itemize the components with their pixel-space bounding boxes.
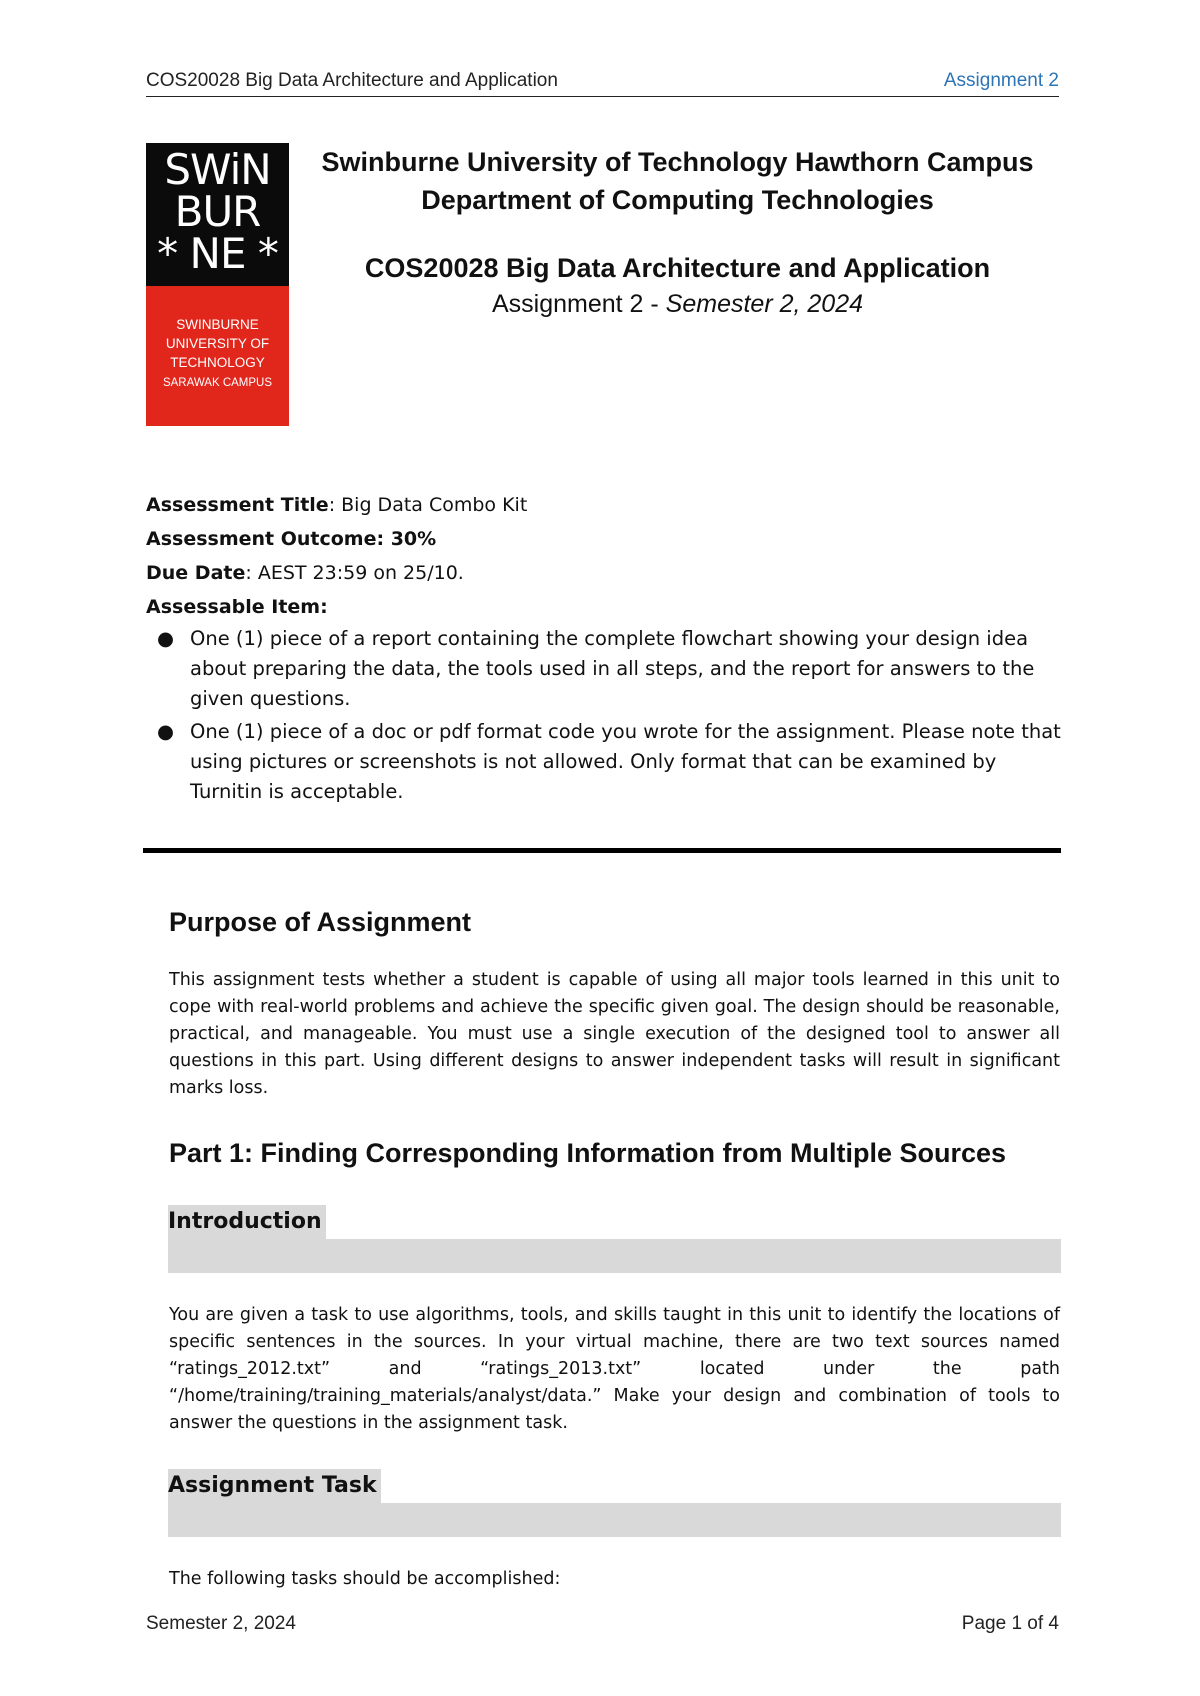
- unit-title: COS20028 Big Data Architecture and Application: [364, 253, 991, 283]
- university-name: Swinburne University of Technology Hawthorn Campus: [321, 147, 1034, 177]
- assessment-meta: [146, 488, 1066, 624]
- assessable-item-row: [146, 590, 1066, 624]
- logo-line-3: * NE *: [157, 229, 278, 278]
- logo-sub-1: SWINBURNE: [176, 317, 259, 332]
- logo-line-1: SWiN: [164, 145, 271, 194]
- logo-bottom-block: [146, 286, 289, 426]
- list-item-text: One (1) piece of a doc or pdf format code you wrote for the assignment. Please note that using pictures or screenshots is not allowed. Only format that can be examined by Turnitin is acceptable.: [190, 720, 1061, 803]
- assessment-title-label: Assessment Title: [146, 494, 329, 516]
- introduction-shading: [168, 1239, 1061, 1273]
- assignment-prefix: Assignment 2 -: [491, 290, 666, 318]
- semester-label: Semester 2, 2024: [665, 290, 864, 318]
- assessment-title-value: : Big Data Combo Kit: [328, 494, 528, 516]
- introduction-label: Introduction: [168, 1205, 326, 1239]
- due-date-label: Due Date: [146, 562, 246, 584]
- title-block: [295, 143, 1060, 321]
- part1-heading: Part 1: Finding Corresponding Information from Multiple Sources: [169, 1138, 1007, 1168]
- logo-sub-2: UNIVERSITY OF: [165, 336, 270, 351]
- footer-page-number: Page 1 of 4: [961, 1613, 1059, 1634]
- logo-sub-4: SARAWAK CAMPUS: [162, 377, 273, 389]
- assessment-outcome-row: [146, 522, 1066, 556]
- due-date-row: [146, 556, 1066, 590]
- department-name: Department of Computing Technologies: [421, 185, 934, 215]
- university-logo: [146, 143, 289, 426]
- list-item: [146, 717, 1066, 807]
- list-item-text: One (1) piece of a report containing the complete flowchart showing your design idea about preparing the data, the tools used in all steps, and the report for answers to the given questions.: [190, 627, 1035, 710]
- section-divider: [143, 848, 1061, 853]
- list-item: [146, 624, 1066, 714]
- logo-top-block: [146, 143, 289, 286]
- assessment-title-row: [146, 488, 1066, 522]
- logo-sub-3: TECHNOLOGY: [170, 355, 265, 370]
- footer-semester: Semester 2, 2024: [146, 1613, 296, 1634]
- bullet-icon: ●: [157, 720, 175, 743]
- assessable-items-list: [146, 624, 1066, 810]
- assignment-task-text: The following tasks should be accomplished:: [169, 1569, 561, 1589]
- introduction-text: You are given a task to use algorithms, tools, and skills taught in this unit to identify the locations of specific sentences in the sources. In your virtual machine, there are two text sources named “ratings_2012.txt” and “ratings_2013.txt” located under the path “/home/training/training_materials/analyst/data.” Make your design and combination of tools to answer the questions in the assignment task.: [169, 1305, 1060, 1433]
- header-divider: [146, 96, 1059, 97]
- assignment-task-shading: [168, 1503, 1061, 1537]
- assessment-outcome-label: Assessment Outcome: 30%: [146, 528, 437, 550]
- assignment-task-label: Assignment Task: [168, 1469, 381, 1503]
- assignment-subtitle: [295, 287, 1060, 321]
- header-assignment: Assignment 2: [943, 70, 1059, 91]
- bullet-icon: ●: [157, 627, 175, 650]
- due-date-value: : AEST 23:59 on 25/10.: [245, 562, 464, 584]
- logo-line-2: BUR: [174, 187, 261, 236]
- header-course: COS20028 Big Data Architecture and Application: [146, 70, 558, 91]
- purpose-text: This assignment tests whether a student is capable of using all major tools learned in this unit to cope with real-world problems and achieve the specific given goal. The design should be reasonable, practical, and manageable. You must use a single execution of the designed tool to answer all questions in this part. Using different designs to answer independent tasks will result in significant marks loss.: [169, 970, 1060, 1098]
- purpose-heading: Purpose of Assignment: [169, 907, 472, 937]
- assessable-item-label: Assessable Item:: [146, 596, 328, 618]
